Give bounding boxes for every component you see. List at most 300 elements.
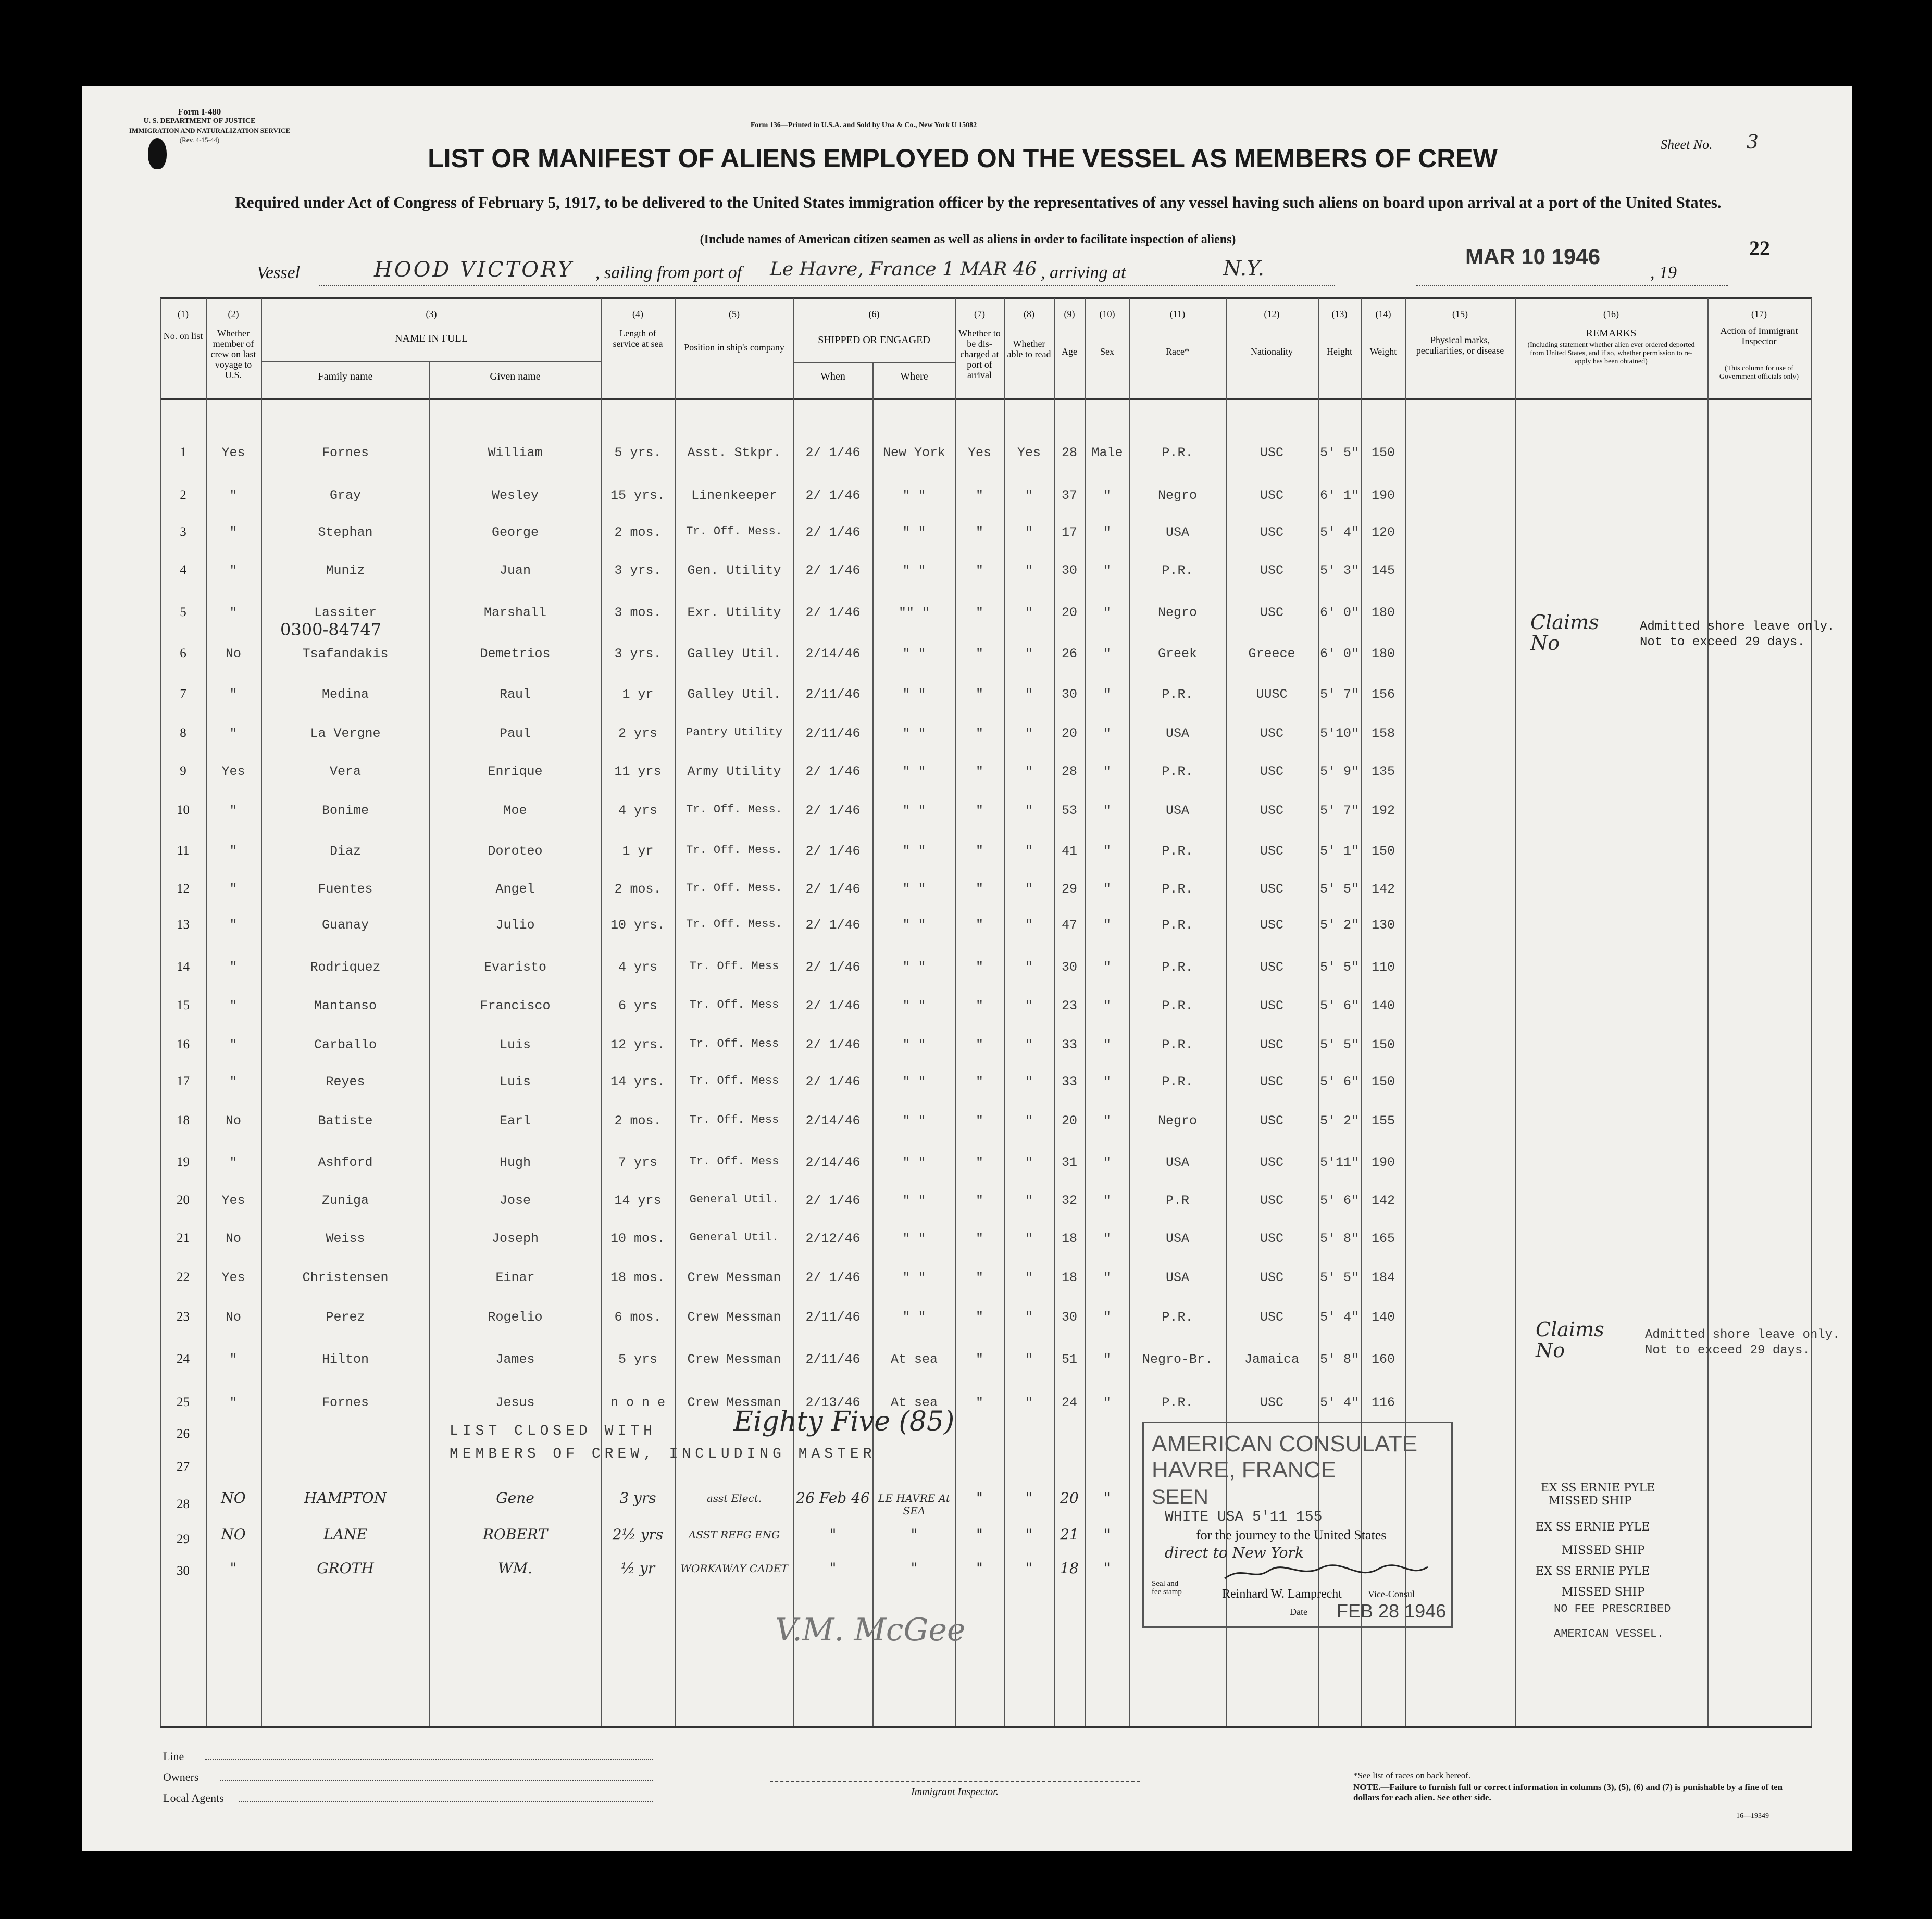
height: 5' 2"	[1319, 1113, 1359, 1128]
row-number: 18	[177, 1113, 190, 1127]
discharged-at-arrival: "	[975, 1395, 983, 1410]
sex: "	[1103, 525, 1111, 540]
sex: Male	[1091, 445, 1123, 460]
age: 30	[1061, 960, 1077, 975]
member-last-voyage: No	[225, 1310, 241, 1325]
nationality: USC	[1260, 882, 1283, 897]
race: P.R.	[1162, 1074, 1193, 1089]
shipped-where: " "	[902, 563, 926, 578]
manifest-subtitle: Required under Act of Congress of February 5, 1917, to be delivered to the United States immigration officer by the representatives of any vessel having such aliens on board upon arrival at a port of the United States.	[235, 193, 1722, 211]
nationality: USC	[1260, 844, 1283, 859]
col-head-weight: Weight	[1369, 346, 1397, 357]
shipped-where: " "	[902, 844, 926, 859]
col-divider	[1811, 298, 1812, 1726]
position-in-company: Asst. Stkpr.	[687, 445, 781, 460]
weight: 130	[1371, 918, 1395, 933]
shipped-when: 2/14/46	[805, 646, 861, 661]
sex: "	[1103, 764, 1111, 779]
race: USA	[1165, 1231, 1189, 1246]
age: 18	[1060, 1560, 1079, 1577]
height: 5' 5"	[1319, 882, 1359, 897]
discharged-at-arrival: "	[975, 1270, 983, 1285]
shipped-where: New York	[882, 445, 946, 460]
age: 28	[1061, 764, 1077, 779]
shipped-when: "	[829, 1560, 837, 1577]
weight: 150	[1371, 445, 1395, 460]
col-num-16: (16)	[1603, 309, 1619, 319]
nationality: USC	[1260, 1310, 1283, 1325]
col-num-12: (12)	[1264, 309, 1280, 319]
shipped-where: " "	[902, 1231, 926, 1246]
member-last-voyage: "	[229, 563, 238, 578]
member-last-voyage: "	[229, 918, 238, 933]
able-to-read: "	[1025, 1074, 1033, 1089]
able-to-read: "	[1025, 1113, 1033, 1128]
able-to-read: "	[1025, 646, 1033, 661]
shipped-when: 2/11/46	[805, 1310, 861, 1325]
given-name: James	[495, 1352, 535, 1367]
member-last-voyage: Yes	[221, 1193, 245, 1208]
shipped-where: " "	[902, 687, 926, 702]
position-in-company: Tr. Off. Mess.	[686, 803, 782, 816]
age: 30	[1061, 687, 1077, 702]
signature	[1222, 1563, 1430, 1584]
given-name: William	[488, 445, 543, 460]
discharged-at-arrival: "	[975, 1352, 983, 1367]
member-last-voyage: No	[225, 646, 241, 661]
col-head-position: Position in ship's company	[684, 342, 784, 353]
weight: 155	[1371, 1113, 1395, 1128]
shipped-where: " "	[902, 525, 926, 540]
col-head-race: Race*	[1166, 346, 1189, 357]
position-in-company: Crew Messman	[687, 1352, 781, 1367]
position-in-company: Galley Util.	[687, 646, 781, 661]
shipped-where: At sea	[890, 1352, 938, 1367]
inspector-initials: V.M. McGee	[775, 1612, 966, 1648]
footer-line-label: Line	[163, 1750, 184, 1763]
discharged-at-arrival: "	[975, 1310, 983, 1325]
sailing-label: , sailing from port of	[595, 263, 742, 282]
row-number: 9	[180, 764, 186, 778]
members-of-crew-line: MEMBERS OF CREW, INCLUDING MASTER	[450, 1446, 876, 1462]
family-name: Christensen	[302, 1270, 389, 1285]
discharged-at-arrival: "	[975, 803, 983, 818]
stamp-journey: for the journey to the United States	[1196, 1527, 1387, 1542]
height: 5'11"	[1319, 1155, 1359, 1170]
sex: "	[1103, 605, 1111, 620]
col-head-given: Given name	[490, 371, 541, 382]
sex: "	[1103, 1231, 1111, 1246]
weight: 140	[1371, 998, 1395, 1013]
age: 20	[1061, 726, 1077, 741]
weight: 150	[1371, 844, 1395, 859]
date-stamp: MAR 10 1946	[1465, 244, 1601, 269]
shipped-when: 2/13/46	[805, 1395, 861, 1410]
age: 33	[1061, 1074, 1077, 1089]
discharged-at-arrival: "	[975, 1193, 983, 1208]
weight: 150	[1371, 1037, 1395, 1052]
sex: "	[1103, 726, 1111, 741]
races-note: *See list of races on back hereof.	[1353, 1771, 1471, 1780]
shipped-where: " "	[902, 1037, 926, 1052]
consulate-stamp	[1142, 1422, 1453, 1628]
row-number: 12	[177, 882, 190, 896]
department: U. S. DEPARTMENT OF JUSTICE	[143, 117, 256, 125]
col-divider	[675, 298, 676, 1726]
able-to-read: "	[1025, 803, 1033, 818]
race: P.R.	[1162, 764, 1193, 779]
age: 37	[1061, 488, 1077, 503]
race: USA	[1165, 525, 1189, 540]
shipped-when: 2/ 1/46	[805, 1193, 861, 1208]
age: 29	[1061, 882, 1077, 897]
able-to-read: "	[1025, 882, 1033, 897]
penalty-note: NOTE.—Failure to furnish full or correct information in columns (3), (5), (6) and (7) is punishable by a fine of ten dollars for each alien. See other side.	[1353, 1782, 1783, 1802]
nationality: USC	[1260, 726, 1283, 741]
height: 5' 7"	[1319, 803, 1359, 818]
shore-leave-note: Not to exceed 29 days.	[1645, 1344, 1810, 1358]
length-of-service: 4 yrs	[618, 803, 657, 818]
row-number: 11	[177, 844, 190, 858]
family-name: Rodriquez	[310, 960, 381, 975]
sex: "	[1103, 918, 1111, 933]
member-last-voyage: "	[229, 960, 238, 975]
nationality: UUSC	[1256, 687, 1288, 702]
age: 20	[1061, 605, 1077, 620]
shipped-where: "" "	[898, 605, 930, 620]
given-name: Julio	[495, 918, 535, 933]
name-subheader-rule	[262, 361, 601, 362]
length-of-service: 3 mos.	[614, 605, 662, 620]
missed-ship-note: MISSED SHIP	[1549, 1495, 1632, 1508]
ernie-pyle-note: EX SS ERNIE PYLE	[1541, 1482, 1655, 1495]
given-name: Hugh	[499, 1155, 531, 1170]
discharged-at-arrival: "	[975, 918, 983, 933]
position-in-company: Gen. Utility	[687, 563, 781, 578]
shipped-where: LE HAVRE At SEA	[878, 1492, 950, 1517]
shipped-where: " "	[902, 726, 926, 741]
manifest-title: LIST OR MANIFEST OF ALIENS EMPLOYED ON THE VESSEL AS MEMBERS OF CREW	[428, 144, 1498, 173]
age: 26	[1061, 646, 1077, 661]
member-last-voyage: "	[229, 882, 238, 897]
col-num-13: (13)	[1331, 309, 1348, 319]
sex: "	[1103, 488, 1111, 503]
able-to-read: "	[1025, 1193, 1033, 1208]
family-name: Zuniga	[321, 1193, 369, 1208]
position-in-company: WORKAWAY CADET	[680, 1562, 788, 1575]
able-to-read: "	[1025, 525, 1033, 540]
length-of-service: 18 mos.	[610, 1270, 666, 1285]
shipped-where: " "	[902, 1074, 926, 1089]
shipped-where: " "	[902, 1113, 926, 1128]
vessel-label: Vessel	[257, 263, 301, 282]
shipped-when: 2/11/46	[805, 726, 861, 741]
row-number: 8	[180, 726, 186, 740]
col-head-name: NAME IN FULL	[395, 333, 468, 344]
age: 23	[1061, 998, 1077, 1013]
discharged-at-arrival: "	[976, 1489, 983, 1507]
position-in-company: General Util.	[689, 1193, 779, 1206]
length-of-service: 15 yrs.	[610, 488, 666, 503]
age: 32	[1061, 1193, 1077, 1208]
shipped-when: 2/ 1/46	[805, 1270, 861, 1285]
weight: 180	[1371, 605, 1395, 620]
member-last-voyage: Yes	[221, 1270, 245, 1285]
given-name: Evaristo	[483, 960, 547, 975]
family-name: Carballo	[314, 1037, 377, 1052]
discharged-at-arrival: "	[975, 488, 983, 503]
race: P.R.	[1162, 882, 1193, 897]
departure-port: Le Havre, France 1 MAR 46	[770, 259, 1037, 280]
discharged-at-arrival: "	[975, 882, 983, 897]
family-name: Bonime	[321, 803, 369, 818]
age: 31	[1061, 1155, 1077, 1170]
given-name: WM.	[497, 1560, 533, 1577]
family-name: Ashford	[318, 1155, 373, 1170]
stamp-seen: SEEN	[1152, 1486, 1208, 1509]
race: P.R.	[1162, 844, 1193, 859]
position-in-company: Tr. Off. Mess.	[686, 882, 782, 895]
length-of-service: 12 yrs.	[610, 1037, 666, 1052]
sex: "	[1103, 803, 1111, 818]
sex: "	[1103, 1270, 1111, 1285]
position-in-company: Tr. Off. Mess	[689, 1113, 779, 1126]
stamp-direct: direct to New York	[1165, 1544, 1304, 1561]
given-name: Einar	[495, 1270, 535, 1285]
member-last-voyage: "	[229, 525, 238, 540]
shipped-where: " "	[902, 882, 926, 897]
weight: 158	[1371, 726, 1395, 741]
age: 24	[1061, 1395, 1077, 1410]
race: USA	[1165, 1155, 1189, 1170]
member-last-voyage: No	[225, 1113, 241, 1128]
shipped-when: 2/ 1/46	[805, 918, 861, 933]
weight: 120	[1371, 525, 1395, 540]
weight: 150	[1371, 1074, 1395, 1089]
family-name: Tsafandakis	[302, 646, 389, 661]
race: Negro-Br.	[1142, 1352, 1213, 1367]
row-number: 22	[177, 1270, 190, 1284]
age: 30	[1061, 1310, 1077, 1325]
race: P.R.	[1162, 1395, 1193, 1410]
height: 5' 4"	[1319, 525, 1359, 540]
sex: "	[1103, 646, 1111, 661]
weight: 156	[1371, 687, 1395, 702]
race: Negro	[1157, 488, 1197, 503]
length-of-service: 6 mos.	[614, 1310, 662, 1325]
height: 6' 0"	[1319, 646, 1359, 661]
shipped-when: 2/14/46	[805, 1113, 861, 1128]
row-number: 21	[177, 1231, 190, 1245]
ernie-pyle-note: EX SS ERNIE PYLE	[1536, 1521, 1650, 1534]
age: 18	[1061, 1270, 1077, 1285]
member-last-voyage: No	[225, 1231, 241, 1246]
footer-agents-label: Local Agents	[163, 1791, 224, 1804]
height: 5' 1"	[1319, 844, 1359, 859]
shipped-when: 2/ 1/46	[805, 803, 861, 818]
stamp-date-label: Date	[1290, 1607, 1307, 1617]
missed-ship-note: MISSED SHIP	[1562, 1544, 1645, 1557]
col-head-discharged: Whether to be dis- charged at port of arrival	[958, 328, 1001, 380]
length-of-service: 11 yrs	[614, 764, 662, 779]
length-of-service: 7 yrs	[618, 1155, 657, 1170]
shipped-where: " "	[902, 998, 926, 1013]
page-number: 22	[1749, 236, 1770, 260]
claims-no-annotation: Claims No	[1530, 611, 1599, 655]
col-head-where: Where	[900, 371, 928, 382]
weight: 140	[1371, 1310, 1395, 1325]
height: 5' 8"	[1319, 1352, 1359, 1367]
col-num-8: (8)	[1024, 309, 1034, 319]
nationality: USC	[1260, 1193, 1283, 1208]
discharged-at-arrival: "	[975, 764, 983, 779]
nationality: USC	[1260, 1037, 1283, 1052]
shipped-where: At sea	[890, 1395, 938, 1410]
sex: "	[1103, 1310, 1111, 1325]
height: 5' 6"	[1319, 1193, 1359, 1208]
given-name: Jesus	[495, 1395, 535, 1410]
race: USA	[1165, 1270, 1189, 1285]
stamp-seal: Seal and fee stamp	[1152, 1579, 1182, 1596]
height: 6' 0"	[1319, 605, 1359, 620]
able-to-read: "	[1025, 1231, 1033, 1246]
family-name: Lassiter	[314, 605, 377, 620]
member-last-voyage: "	[229, 488, 238, 503]
footer-owners-label: Owners	[163, 1771, 199, 1784]
position-in-company: Galley Util.	[687, 687, 781, 702]
sex: "	[1103, 1193, 1111, 1208]
age: 28	[1061, 445, 1077, 460]
col-num-15: (15)	[1452, 309, 1468, 319]
footer-owners-field[interactable]	[220, 1780, 653, 1781]
position-in-company: Crew Messman	[687, 1310, 781, 1325]
able-to-read: "	[1026, 1489, 1032, 1507]
footer-agents-field[interactable]	[239, 1801, 653, 1802]
shipped-when: 2/ 1/46	[805, 563, 861, 578]
race: USA	[1165, 803, 1189, 818]
shipped-where: " "	[902, 1155, 926, 1170]
position-in-company: Tr. Off. Mess.	[686, 525, 782, 538]
position-in-company: Linenkeeper	[691, 488, 778, 503]
able-to-read: "	[1025, 1270, 1033, 1285]
weight: 135	[1371, 764, 1395, 779]
family-name: Vera	[329, 764, 361, 779]
row-number: 4	[180, 563, 186, 577]
nationality: USC	[1260, 445, 1283, 460]
age: 51	[1061, 1352, 1077, 1367]
shipped-when: 2/11/46	[805, 1352, 861, 1367]
nationality: USC	[1260, 918, 1283, 933]
sex: "	[1103, 563, 1111, 578]
member-last-voyage: NO	[221, 1526, 246, 1543]
stamp-date: FEB 28 1946	[1337, 1600, 1447, 1622]
col-num-10: (10)	[1099, 309, 1115, 319]
height: 5' 5"	[1319, 1270, 1359, 1285]
family-name: Fornes	[321, 445, 369, 460]
able-to-read: Yes	[1017, 445, 1041, 460]
height: 5' 2"	[1319, 918, 1359, 933]
col-head-length: Length of service at sea	[613, 328, 663, 349]
position-in-company: asst Elect.	[706, 1492, 762, 1504]
length-of-service: 6 yrs	[618, 998, 657, 1013]
family-name: HAMPTON	[304, 1489, 387, 1507]
footer-line-field[interactable]	[205, 1759, 653, 1760]
shipped-when: 2/ 1/46	[805, 960, 861, 975]
discharged-at-arrival: "	[976, 1526, 983, 1543]
length-of-service: 5 yrs	[618, 1352, 657, 1367]
member-last-voyage: "	[229, 803, 238, 818]
col-num-3: (3)	[426, 309, 437, 319]
weight: 142	[1371, 1193, 1395, 1208]
nationality: USC	[1260, 1395, 1283, 1410]
able-to-read: "	[1025, 1155, 1033, 1170]
shipped-when: 2/11/46	[805, 687, 861, 702]
seal-icon	[148, 138, 167, 169]
col-head-sex: Sex	[1100, 346, 1114, 357]
row-number: 15	[177, 998, 190, 1012]
row-number: 19	[177, 1155, 190, 1169]
shipped-when: 2/ 1/46	[805, 844, 861, 859]
col-head-nationality: Nationality	[1251, 346, 1293, 357]
given-name: Moe	[503, 803, 527, 818]
shipped-when: 2/12/46	[805, 1231, 861, 1246]
american-vessel-note: AMERICAN VESSEL.	[1554, 1627, 1664, 1640]
family-name: Batiste	[318, 1113, 373, 1128]
able-to-read: "	[1025, 726, 1033, 741]
given-name: Wesley	[491, 488, 539, 503]
col-divider	[1515, 298, 1516, 1726]
age: 17	[1061, 525, 1077, 540]
family-name: Mantanso	[314, 998, 377, 1013]
family-name: LANE	[323, 1526, 367, 1543]
length-of-service: 2 mos.	[614, 1113, 662, 1128]
shipped-where: " "	[902, 1270, 926, 1285]
length-of-service: 2 yrs	[618, 726, 657, 741]
form-id: Form I-480	[178, 107, 221, 117]
given-name: Joseph	[491, 1231, 539, 1246]
shore-leave-note: Not to exceed 29 days.	[1640, 635, 1805, 649]
weight: 116	[1371, 1395, 1395, 1410]
immigrant-inspector-label: Immigrant Inspector.	[911, 1786, 999, 1798]
vessel-name: HOOD VICTORY	[374, 258, 574, 282]
family-name: Reyes	[326, 1074, 365, 1089]
given-name: ROBERT	[482, 1526, 548, 1543]
length-of-service: 10 mos.	[610, 1231, 666, 1246]
shipped-where: "	[911, 1560, 918, 1577]
able-to-read: "	[1025, 488, 1033, 503]
table-bottom-rule	[160, 1726, 1812, 1728]
discharged-at-arrival: "	[975, 1231, 983, 1246]
length-of-service: ½ yr	[620, 1560, 655, 1577]
nationality: USC	[1260, 1113, 1283, 1128]
nationality: USC	[1260, 563, 1283, 578]
row-number: 14	[177, 960, 190, 974]
row-number: 25	[177, 1395, 190, 1409]
col-head-no-on-list: No. on list	[163, 331, 203, 341]
member-last-voyage: "	[229, 1074, 238, 1089]
revision: (Rev. 4-15-44)	[179, 136, 220, 144]
given-name: Francisco	[480, 998, 551, 1013]
family-name: La Vergne	[310, 726, 381, 741]
shipped-when: 2/14/46	[805, 1155, 861, 1170]
sheet-label: Sheet No.	[1661, 137, 1713, 152]
inspector-signature-field[interactable]	[770, 1781, 1140, 1782]
nationality: USC	[1260, 764, 1283, 779]
height: 5' 5"	[1319, 445, 1359, 460]
family-name: Stephan	[318, 525, 373, 540]
height: 5' 9"	[1319, 764, 1359, 779]
race: P.R.	[1162, 445, 1193, 460]
